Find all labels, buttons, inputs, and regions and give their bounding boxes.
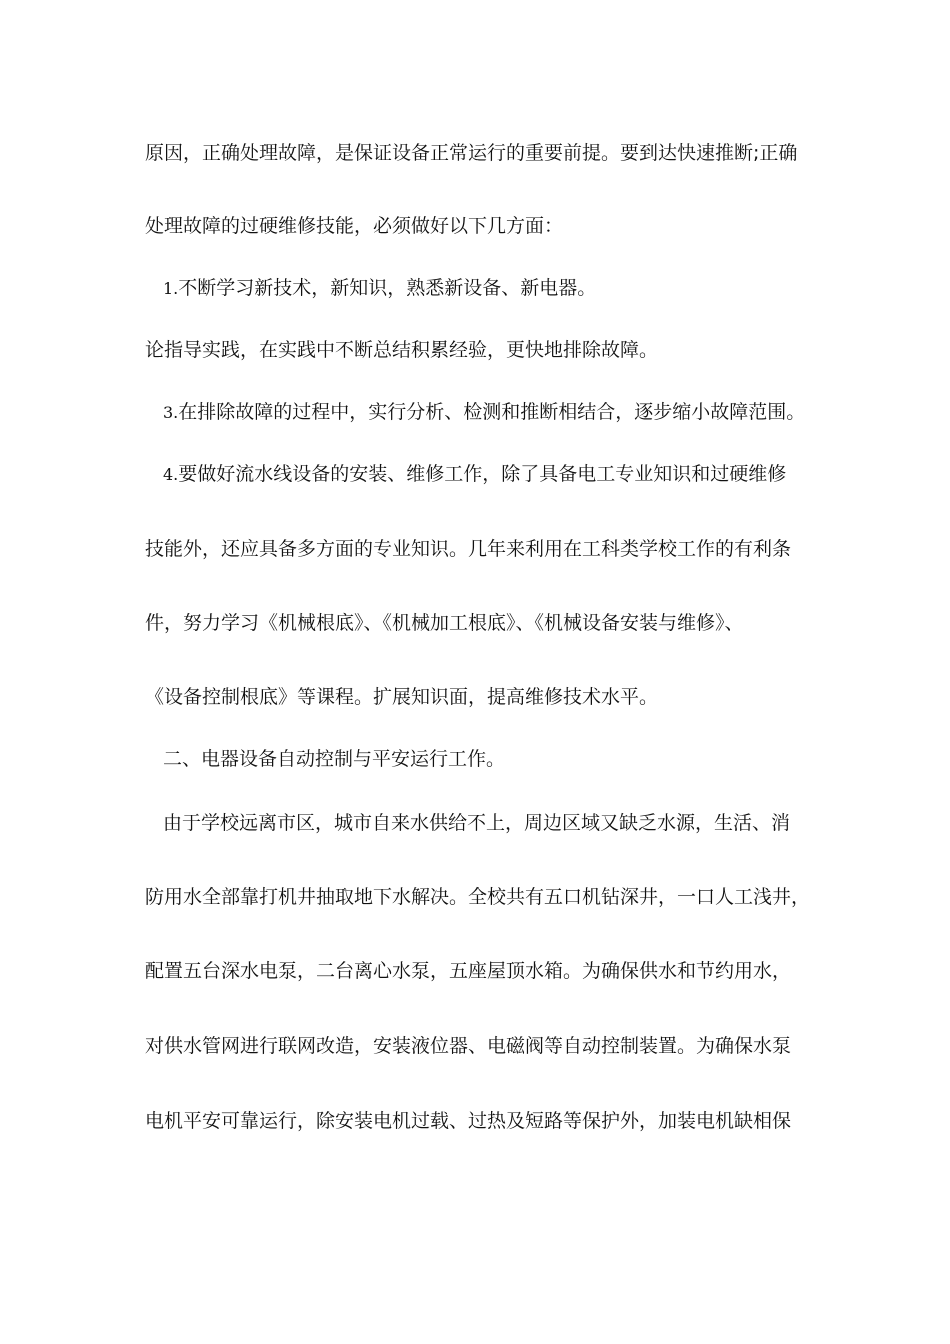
paragraph-line: [145, 213, 835, 239]
paragraph-line: [145, 536, 835, 562]
line-text: 不断学习新技术，新知识，熟悉新设备、新电器。: [178, 277, 597, 299]
line-text: 件，努力学习《机械根底》、《机械加工根底》、《机械设备安装与维修》、: [145, 612, 744, 634]
list-item-4: [163, 461, 835, 488]
line-text: 二、电器设备自动控制与平安运行工作。: [163, 748, 506, 770]
paragraph-line: [145, 337, 835, 363]
list-item-1: [163, 275, 835, 302]
paragraph-line: [145, 140, 835, 166]
paragraph-line: [145, 610, 835, 636]
paragraph-line: [145, 684, 835, 710]
line-text: 由于学校远离市区，城市自来水供给不上，周边区域又缺乏水源，生活、消: [163, 812, 791, 834]
paragraph-line: [145, 958, 835, 984]
line-text: 处理故障的过硬维修技能，必须做好以下几方面：: [145, 215, 564, 237]
line-text: 对供水管网进行联网改造，安装液位器、电磁阀等自动控制装置。为确保水泵: [145, 1035, 792, 1057]
paragraph-line: [145, 884, 835, 910]
section-heading: [163, 746, 835, 772]
line-text: 防用水全部靠打机井抽取地下水解决。全校共有五口机钻深井，一口人工浅井，: [145, 886, 811, 908]
line-text: 要做好流水线设备的安装、维修工作，除了具备电工专业知识和过硬维修: [178, 463, 787, 485]
paragraph-line: [145, 1033, 835, 1059]
paragraph-line: [163, 810, 835, 836]
line-text: 电机平安可靠运行，除安装电机过载、过热及短路等保护外，加装电机缺相保: [145, 1110, 792, 1132]
list-item-3: [163, 399, 835, 426]
line-text: 论指导实践，在实践中不断总结积累经验，更快地排除故障。: [145, 339, 659, 361]
list-number: 3.: [163, 403, 179, 422]
line-text: 技能外，还应具备多方面的专业知识。几年来利用在工科类学校工作的有利条: [145, 538, 792, 560]
list-number: 4.: [163, 465, 179, 484]
line-text: 配置五台深水电泵，二台离心水泵，五座屋顶水箱。为确保供水和节约用水，: [145, 960, 792, 982]
line-text: 在排除故障的过程中，实行分析、检测和推断相结合，逐步缩小故障范围。: [178, 401, 806, 423]
line-text: 《设备控制根底》等课程。扩展知识面，提高维修技术水平。: [145, 686, 659, 708]
list-number: 1.: [163, 279, 179, 298]
paragraph-line: [145, 1108, 835, 1134]
line-text: 原因，正确处理故障，是保证设备正常运行的重要前提。要到达快速推断;正确: [145, 142, 798, 164]
